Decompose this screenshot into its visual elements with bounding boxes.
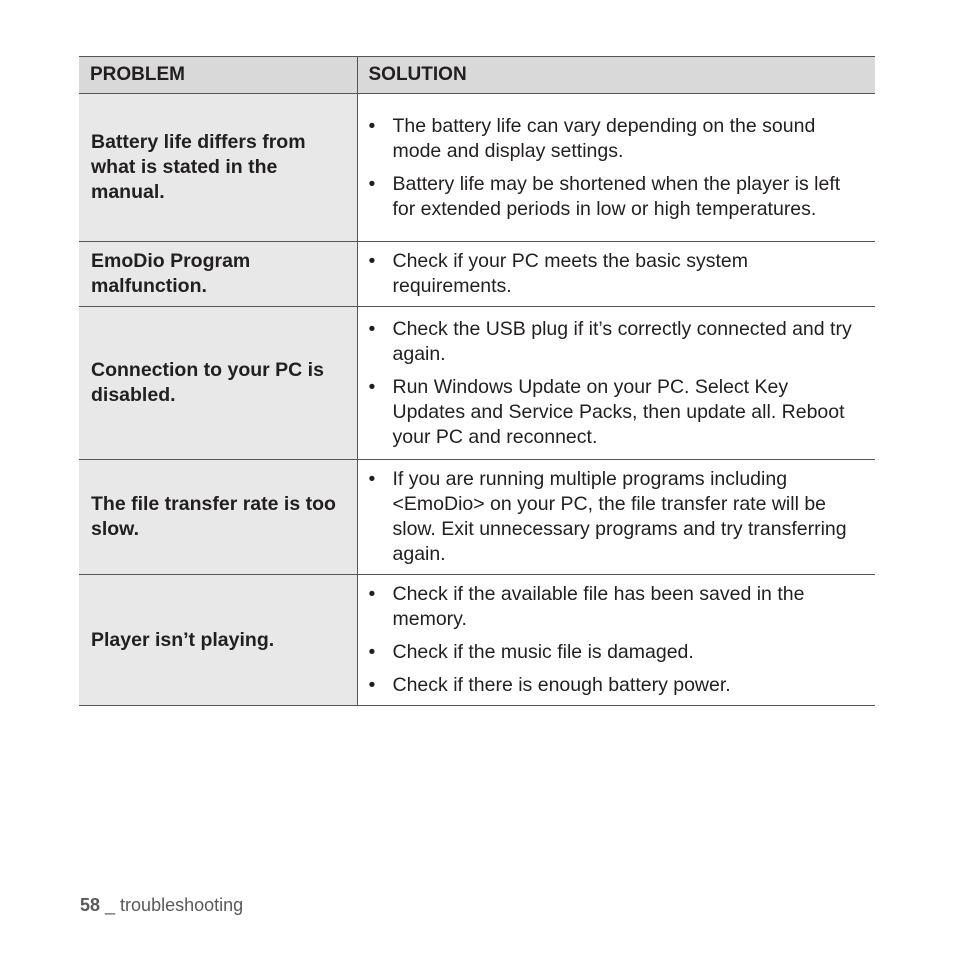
bullet-icon: •: [368, 172, 376, 195]
bullet-icon: •: [368, 114, 376, 137]
solution-column-header: SOLUTION: [357, 57, 875, 94]
solution-list: [369, 249, 866, 299]
solution-item: • Check if the available file has been saved in the memory.: [368, 583, 805, 630]
table-row: [79, 94, 875, 242]
solution-cell: [357, 307, 875, 460]
solution-list: [369, 467, 866, 567]
solution-item: • Run Windows Update on your PC. Select Key Updates and Service Packs, then update all. Reboot your PC and reconnect.: [368, 375, 845, 448]
problem-cell: The file transfer rate is too slow.: [79, 460, 357, 575]
bullet-icon: •: [368, 674, 376, 696]
bullet-icon: •: [368, 317, 376, 340]
table-header-row: [79, 57, 875, 94]
problem-column-header: PROBLEM: [79, 57, 357, 94]
problem-cell: Battery life differs from what is stated in the manual.: [79, 94, 357, 242]
bullet-icon: •: [368, 250, 376, 272]
solution-cell: [357, 460, 875, 575]
table-row: [79, 307, 875, 460]
page-footer: [80, 895, 243, 916]
bullet-icon: •: [368, 583, 376, 605]
solution-item: • Check if the music file is damaged.: [368, 641, 694, 663]
problem-cell: EmoDio Program malfunction.: [79, 242, 357, 307]
solution-cell: [357, 242, 875, 307]
table-row: [79, 460, 875, 575]
solution-item: • If you are running multiple programs including <EmoDio> on your PC, the file transfer rate will be slow. Exit unnecessary programs and try transferring again.: [368, 468, 847, 565]
solution-item: • Check if there is enough battery power.: [368, 674, 731, 696]
bullet-icon: •: [368, 375, 376, 398]
solution-list: [369, 317, 866, 450]
solution-item: • Check the USB plug if it’s correctly connected and try again.: [368, 317, 852, 365]
bullet-icon: •: [368, 641, 376, 663]
solution-cell: [357, 575, 875, 706]
section-name: troubleshooting: [120, 895, 244, 915]
bullet-icon: •: [368, 468, 376, 490]
solution-item: • Battery life may be shortened when the player is left for extended periods in low or high temperatures.: [368, 172, 841, 220]
table-row: [79, 575, 875, 706]
footer-separator: _: [100, 895, 121, 915]
problem-cell: Connection to your PC is disabled.: [79, 307, 357, 460]
solution-list: [369, 114, 866, 222]
solution-item: • The battery life can vary depending on the sound mode and display settings.: [368, 114, 816, 162]
problem-cell: Player isn’t playing.: [79, 575, 357, 706]
solution-cell: [357, 94, 875, 242]
troubleshooting-table: [79, 56, 875, 706]
table-row: [79, 242, 875, 307]
page-number: 58: [80, 895, 101, 915]
solution-list: [369, 582, 866, 698]
solution-item: • Check if your PC meets the basic system requirements.: [368, 250, 748, 297]
